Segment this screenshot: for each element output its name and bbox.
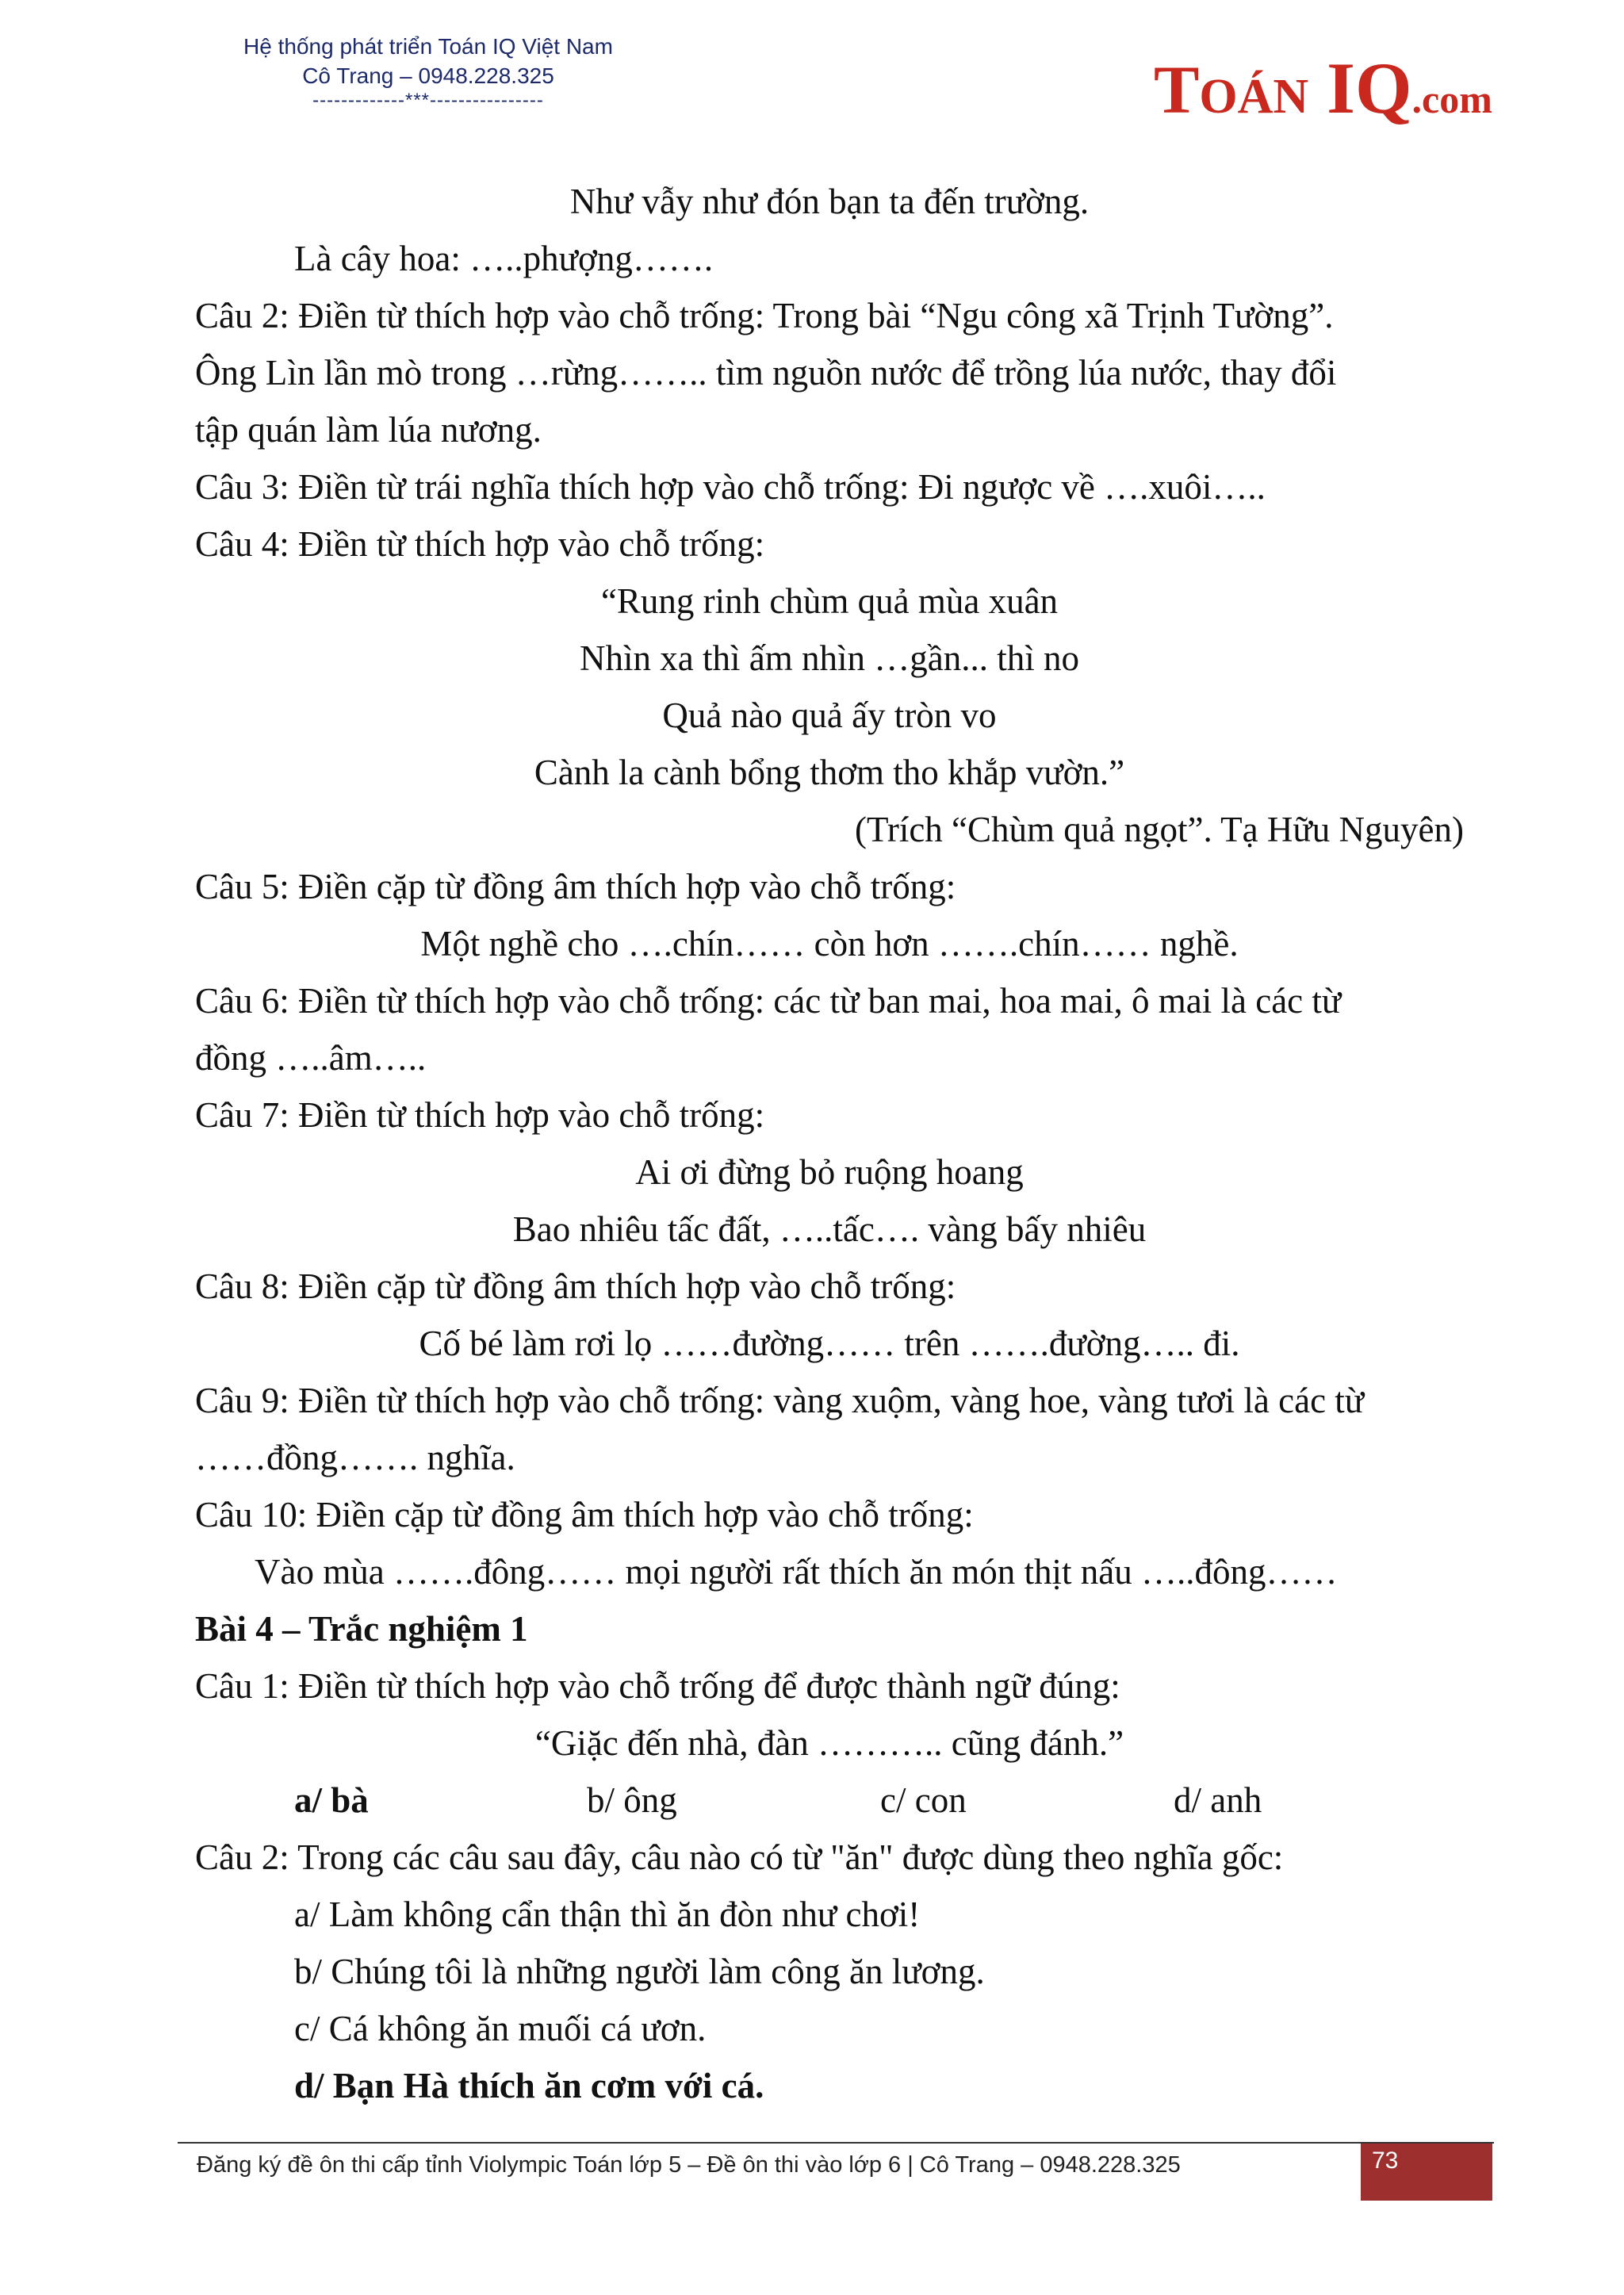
answer-d: d/ Bạn Hà thích ăn cơm với cá.	[294, 2066, 764, 2105]
question-5: Câu 5: Điền cặp từ đồng âm thích hợp vào chỗ trống:	[195, 867, 956, 906]
poem-line: Cành la cành bổng thơm tho khắp vườn.”	[534, 753, 1125, 792]
sentence-line: Cố bé làm rơi lọ ……đường…… trên …….đường….. đi.	[419, 1324, 1240, 1363]
poem-line: Nhìn xa thì ấm nhìn …gần... thì no	[580, 638, 1079, 678]
poem-line: Bao nhiêu tấc đất, …..tấc…. vàng bấy nhiêu	[512, 1209, 1147, 1249]
quiz-question-1: Câu 1: Điền từ thích hợp vào chỗ trống để được thành ngữ đúng:	[195, 1666, 1120, 1706]
idiom-line: “Giặc đến nhà, đàn ……….. cũng đánh.”	[534, 1723, 1124, 1763]
option-c: c/ con	[880, 1780, 967, 1820]
section-heading: Bài 4 – Trắc nghiệm 1	[195, 1609, 528, 1649]
answer-b: b/ Chúng tôi là những người làm công ăn lương.	[294, 1952, 985, 1991]
poem-line: Ai ơi đừng bỏ ruộng hoang	[635, 1152, 1024, 1192]
option-a: a/ bà	[294, 1780, 369, 1820]
question-6-cont: đồng …..âm…..	[195, 1038, 427, 1078]
footer-text: Đăng ký đề ôn thi cấp tỉnh Violympic Toán lớp 5 – Đề ôn thi vào lớp 6 | Cô Trang – 0948.228.325	[197, 2152, 1181, 2178]
sentence-line: Vào mùa …….đông…… mọi người rất thích ăn món thịt nấu …..đông……	[255, 1552, 1338, 1592]
answer-a: a/ Làm không cẩn thận thì ăn đòn như chơi!	[294, 1895, 921, 1934]
question-2: Câu 2: Điền từ thích hợp vào chỗ trống: Trong bài “Ngu công xã Trịnh Tường”.	[195, 296, 1334, 335]
proverb-line: Một nghề cho ….chín…… còn hơn …….chín…… nghề.	[420, 924, 1239, 964]
header-title: Hệ thống phát triển Toán IQ Việt Nam	[243, 34, 613, 59]
poem-line: “Rung rinh chùm quả mùa xuân	[600, 581, 1059, 621]
poem-citation: (Trích “Chùm quả ngọt”. Tạ Hữu Nguyên)	[854, 810, 1464, 849]
question-10: Câu 10: Điền cặp từ đồng âm thích hợp vào chỗ trống:	[195, 1495, 974, 1534]
poem-line: Như vẫy như đón bạn ta đến trường.	[569, 182, 1090, 221]
question-2-cont: Ông Lìn lần mò trong …rừng…….. tìm nguồn nước để trồng lúa nước, thay đổi	[195, 353, 1337, 393]
question-6: Câu 6: Điền từ thích hợp vào chỗ trống: các từ ban mai, hoa mai, ô mai là các từ	[195, 981, 1342, 1021]
toaniq-logo: TOÁN IQ.com	[1154, 48, 1492, 128]
option-d: d/ anh	[1174, 1780, 1262, 1820]
question-7: Câu 7: Điền từ thích hợp vào chỗ trống:	[195, 1095, 765, 1135]
header-info	[238, 32, 619, 111]
question-9-cont: ……đồng……. nghĩa.	[195, 1438, 515, 1477]
option-b: b/ ông	[587, 1780, 677, 1820]
answer-line: Là cây hoa: …..phượng…….	[294, 239, 714, 278]
question-4: Câu 4: Điền từ thích hợp vào chỗ trống:	[195, 524, 765, 564]
footer-rule	[178, 2142, 1494, 2144]
poem-line: Quả nào quả ấy tròn vo	[662, 695, 997, 735]
answer-c: c/ Cá không ăn muối cá ươn.	[294, 2009, 707, 2048]
question-8: Câu 8: Điền cặp từ đồng âm thích hợp vào chỗ trống:	[195, 1266, 956, 1306]
question-3: Câu 3: Điền từ trái nghĩa thích hợp vào chỗ trống: Đi ngược về ….xuôi…..	[195, 467, 1266, 507]
header-contact: Cô Trang – 0948.228.325	[302, 63, 554, 88]
question-9: Câu 9: Điền từ thích hợp vào chỗ trống: vàng xuộm, vàng hoe, vàng tươi là các từ	[195, 1381, 1365, 1420]
header-divider: -------------***----------------	[312, 90, 544, 111]
page-number: 73	[1361, 2144, 1492, 2201]
quiz-question-2: Câu 2: Trong các câu sau đây, câu nào có từ "ăn" được dùng theo nghĩa gốc:	[195, 1837, 1284, 1877]
question-2-cont: tập quán làm lúa nương.	[195, 410, 542, 450]
